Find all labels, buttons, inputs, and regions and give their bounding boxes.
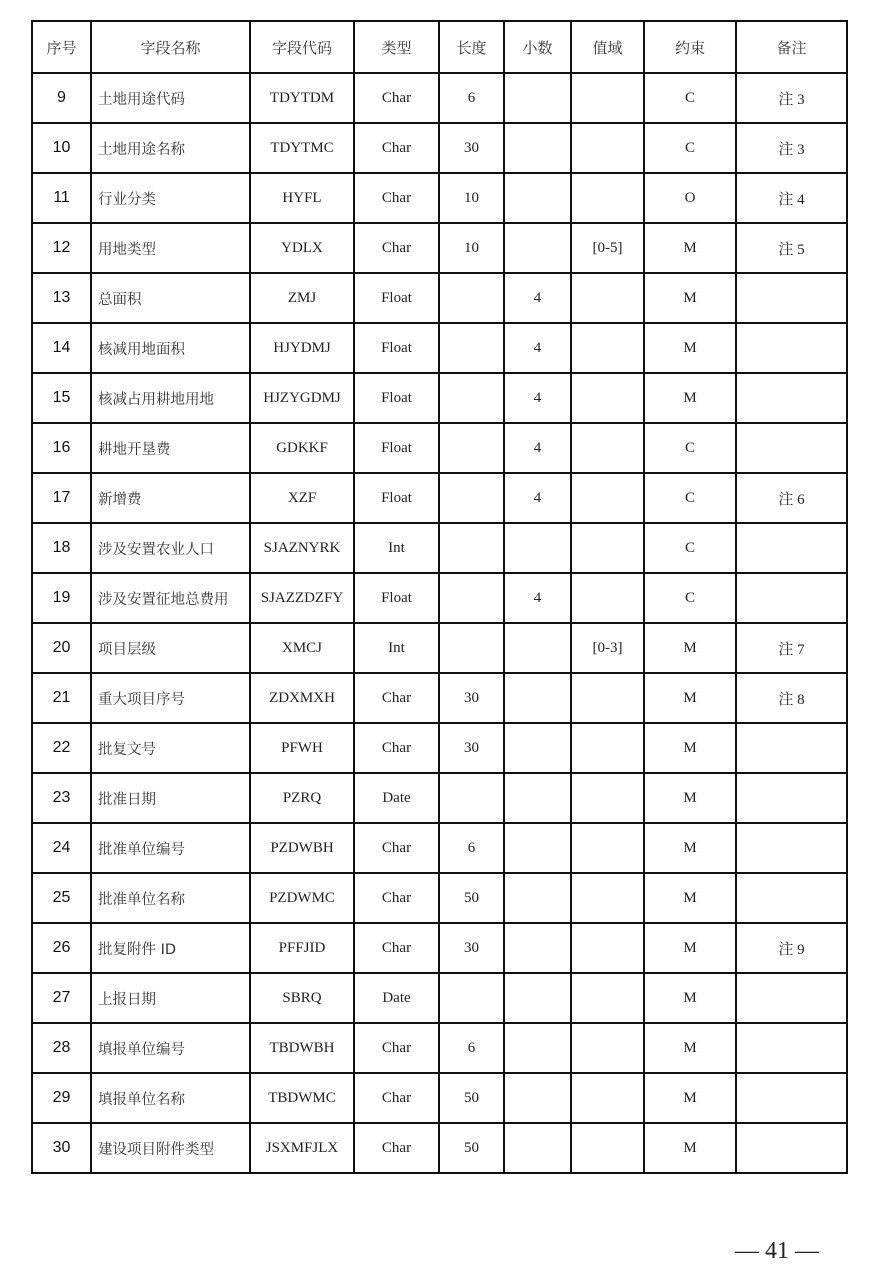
cell-value-range xyxy=(571,523,644,573)
cell-value-range xyxy=(571,373,644,423)
table-row xyxy=(32,1073,847,1123)
cell-index: 19 xyxy=(32,573,91,623)
cell-length xyxy=(439,273,504,323)
cell-length: 6 xyxy=(439,823,504,873)
cell-index: 25 xyxy=(32,873,91,923)
table-row xyxy=(32,1123,847,1173)
cell-length: 6 xyxy=(439,73,504,123)
cell-index: 24 xyxy=(32,823,91,873)
cell-decimal xyxy=(504,1123,571,1173)
cell-length: 10 xyxy=(439,173,504,223)
cell-value-range xyxy=(571,923,644,973)
table-row xyxy=(32,73,847,123)
cell-length: 50 xyxy=(439,1073,504,1123)
cell-field-name: 土地用途代码 xyxy=(91,73,250,123)
cell-field-code: TDYTMC xyxy=(250,123,354,173)
cell-field-name: 批复文号 xyxy=(91,723,250,773)
cell-index: 26 xyxy=(32,923,91,973)
table-row xyxy=(32,423,847,473)
cell-type: Char xyxy=(354,1023,439,1073)
cell-remark xyxy=(736,773,847,823)
cell-decimal xyxy=(504,173,571,223)
cell-constraint: M xyxy=(644,973,736,1023)
cell-decimal xyxy=(504,973,571,1023)
table-row xyxy=(32,223,847,273)
cell-value-range xyxy=(571,123,644,173)
cell-decimal: 4 xyxy=(504,473,571,523)
cell-field-code: SJAZZDZFY xyxy=(250,573,354,623)
cell-field-code: XMCJ xyxy=(250,623,354,673)
cell-value-range xyxy=(571,773,644,823)
cell-index: 29 xyxy=(32,1073,91,1123)
cell-value-range xyxy=(571,1123,644,1173)
cell-type: Date xyxy=(354,973,439,1023)
cell-decimal: 4 xyxy=(504,423,571,473)
cell-type: Char xyxy=(354,823,439,873)
cell-type: Char xyxy=(354,1123,439,1173)
cell-field-name: 土地用途名称 xyxy=(91,123,250,173)
cell-index: 18 xyxy=(32,523,91,573)
cell-decimal xyxy=(504,673,571,723)
cell-type: Float xyxy=(354,273,439,323)
table-row xyxy=(32,523,847,573)
cell-field-name: 填报单位编号 xyxy=(91,1023,250,1073)
table-body xyxy=(32,73,847,1173)
cell-type: Char xyxy=(354,73,439,123)
cell-index: 12 xyxy=(32,223,91,273)
cell-type: Char xyxy=(354,723,439,773)
table-row xyxy=(32,173,847,223)
cell-value-range xyxy=(571,1023,644,1073)
table-row xyxy=(32,673,847,723)
header-value-range: 值域 xyxy=(571,21,644,73)
cell-decimal: 4 xyxy=(504,573,571,623)
cell-value-range xyxy=(571,1073,644,1123)
cell-type: Char xyxy=(354,673,439,723)
cell-length xyxy=(439,773,504,823)
cell-decimal: 4 xyxy=(504,323,571,373)
cell-constraint: M xyxy=(644,1023,736,1073)
cell-length xyxy=(439,623,504,673)
cell-constraint: M xyxy=(644,223,736,273)
header-remark: 备注 xyxy=(736,21,847,73)
cell-value-range xyxy=(571,273,644,323)
cell-remark xyxy=(736,723,847,773)
cell-length xyxy=(439,373,504,423)
cell-field-name: 涉及安置农业人口 xyxy=(91,523,250,573)
cell-type: Float xyxy=(354,373,439,423)
cell-type: Int xyxy=(354,523,439,573)
cell-remark xyxy=(736,873,847,923)
cell-field-name: 涉及安置征地总费用 xyxy=(91,573,250,623)
cell-length xyxy=(439,573,504,623)
cell-type: Float xyxy=(354,573,439,623)
cell-decimal xyxy=(504,123,571,173)
cell-field-name: 耕地开垦费 xyxy=(91,423,250,473)
cell-field-code: PZDWMC xyxy=(250,873,354,923)
cell-remark xyxy=(736,823,847,873)
cell-type: Char xyxy=(354,923,439,973)
cell-field-code: HJYDMJ xyxy=(250,323,354,373)
cell-length: 6 xyxy=(439,1023,504,1073)
cell-index: 17 xyxy=(32,473,91,523)
cell-length: 30 xyxy=(439,673,504,723)
cell-constraint: C xyxy=(644,73,736,123)
table-row xyxy=(32,573,847,623)
table-row xyxy=(32,123,847,173)
cell-length: 30 xyxy=(439,923,504,973)
cell-remark xyxy=(736,973,847,1023)
table-row xyxy=(32,973,847,1023)
cell-value-range xyxy=(571,573,644,623)
cell-constraint: M xyxy=(644,1123,736,1173)
cell-length: 30 xyxy=(439,723,504,773)
cell-decimal xyxy=(504,1023,571,1073)
cell-value-range xyxy=(571,823,644,873)
table-row xyxy=(32,373,847,423)
cell-decimal xyxy=(504,723,571,773)
table-row xyxy=(32,273,847,323)
cell-length xyxy=(439,973,504,1023)
cell-remark: 注 8 xyxy=(736,673,847,723)
cell-value-range xyxy=(571,673,644,723)
cell-constraint: M xyxy=(644,923,736,973)
cell-type: Char xyxy=(354,123,439,173)
cell-field-code: JSXMFJLX xyxy=(250,1123,354,1173)
cell-field-name: 批准单位名称 xyxy=(91,873,250,923)
cell-index: 23 xyxy=(32,773,91,823)
table-row xyxy=(32,473,847,523)
cell-index: 14 xyxy=(32,323,91,373)
cell-index: 10 xyxy=(32,123,91,173)
cell-field-code: SJAZNYRK xyxy=(250,523,354,573)
cell-value-range xyxy=(571,473,644,523)
cell-decimal xyxy=(504,223,571,273)
cell-decimal xyxy=(504,73,571,123)
cell-remark: 注 3 xyxy=(736,123,847,173)
cell-constraint: M xyxy=(644,623,736,673)
cell-field-name: 新增费 xyxy=(91,473,250,523)
cell-constraint: M xyxy=(644,773,736,823)
cell-decimal: 4 xyxy=(504,373,571,423)
cell-remark: 注 3 xyxy=(736,73,847,123)
cell-constraint: M xyxy=(644,823,736,873)
cell-remark xyxy=(736,1023,847,1073)
cell-type: Char xyxy=(354,223,439,273)
cell-remark: 注 6 xyxy=(736,473,847,523)
table-header-row xyxy=(32,21,847,73)
header-index: 序号 xyxy=(32,21,91,73)
cell-field-name: 核减用地面积 xyxy=(91,323,250,373)
cell-index: 27 xyxy=(32,973,91,1023)
cell-field-code: YDLX xyxy=(250,223,354,273)
cell-constraint: C xyxy=(644,423,736,473)
cell-value-range xyxy=(571,323,644,373)
cell-index: 15 xyxy=(32,373,91,423)
cell-field-code: TBDWBH xyxy=(250,1023,354,1073)
cell-field-code: ZDXMXH xyxy=(250,673,354,723)
cell-constraint: M xyxy=(644,1073,736,1123)
cell-constraint: C xyxy=(644,123,736,173)
cell-constraint: C xyxy=(644,573,736,623)
cell-constraint: M xyxy=(644,873,736,923)
cell-field-code: XZF xyxy=(250,473,354,523)
cell-field-code: HYFL xyxy=(250,173,354,223)
cell-remark xyxy=(736,1123,847,1173)
cell-length xyxy=(439,523,504,573)
cell-field-name: 填报单位名称 xyxy=(91,1073,250,1123)
header-field-name: 字段名称 xyxy=(91,21,250,73)
cell-constraint: M xyxy=(644,273,736,323)
cell-index: 16 xyxy=(32,423,91,473)
cell-index: 9 xyxy=(32,73,91,123)
cell-index: 13 xyxy=(32,273,91,323)
cell-decimal xyxy=(504,1073,571,1123)
cell-value-range xyxy=(571,723,644,773)
cell-field-code: ZMJ xyxy=(250,273,354,323)
cell-remark xyxy=(736,423,847,473)
cell-constraint: M xyxy=(644,323,736,373)
cell-value-range xyxy=(571,173,644,223)
cell-type: Char xyxy=(354,173,439,223)
table-row xyxy=(32,1023,847,1073)
cell-decimal xyxy=(504,823,571,873)
cell-field-code: PFFJID xyxy=(250,923,354,973)
cell-field-name: 批复附件 ID xyxy=(91,923,250,973)
cell-decimal: 4 xyxy=(504,273,571,323)
cell-type: Float xyxy=(354,323,439,373)
cell-index: 20 xyxy=(32,623,91,673)
cell-field-name: 行业分类 xyxy=(91,173,250,223)
page-number: — 41 — xyxy=(735,1238,819,1264)
table-row xyxy=(32,773,847,823)
cell-field-code: PFWH xyxy=(250,723,354,773)
cell-field-name: 总面积 xyxy=(91,273,250,323)
header-decimal: 小数 xyxy=(504,21,571,73)
cell-remark: 注 7 xyxy=(736,623,847,673)
cell-field-name: 批准单位编号 xyxy=(91,823,250,873)
cell-value-range: [0-3] xyxy=(571,623,644,673)
table-row xyxy=(32,923,847,973)
cell-remark: 注 4 xyxy=(736,173,847,223)
cell-value-range xyxy=(571,973,644,1023)
table-row xyxy=(32,323,847,373)
cell-type: Date xyxy=(354,773,439,823)
header-constraint: 约束 xyxy=(644,21,736,73)
cell-value-range xyxy=(571,873,644,923)
cell-type: Float xyxy=(354,423,439,473)
cell-length xyxy=(439,323,504,373)
cell-field-code: TDYTDM xyxy=(250,73,354,123)
cell-remark xyxy=(736,373,847,423)
field-definition-table xyxy=(31,20,848,1174)
cell-length xyxy=(439,473,504,523)
cell-remark xyxy=(736,573,847,623)
cell-remark xyxy=(736,523,847,573)
cell-field-code: HJZYGDMJ xyxy=(250,373,354,423)
cell-index: 28 xyxy=(32,1023,91,1073)
cell-index: 30 xyxy=(32,1123,91,1173)
cell-field-name: 项目层级 xyxy=(91,623,250,673)
cell-type: Int xyxy=(354,623,439,673)
cell-value-range xyxy=(571,73,644,123)
cell-field-code: GDKKF xyxy=(250,423,354,473)
cell-type: Char xyxy=(354,1073,439,1123)
cell-decimal xyxy=(504,873,571,923)
cell-constraint: C xyxy=(644,523,736,573)
cell-type: Char xyxy=(354,873,439,923)
cell-length: 50 xyxy=(439,1123,504,1173)
cell-field-name: 建设项目附件类型 xyxy=(91,1123,250,1173)
cell-remark xyxy=(736,273,847,323)
cell-index: 21 xyxy=(32,673,91,723)
header-type: 类型 xyxy=(354,21,439,73)
cell-remark xyxy=(736,1073,847,1123)
cell-remark: 注 5 xyxy=(736,223,847,273)
table-row xyxy=(32,623,847,673)
cell-decimal xyxy=(504,773,571,823)
cell-constraint: C xyxy=(644,473,736,523)
cell-constraint: M xyxy=(644,673,736,723)
cell-value-range: [0-5] xyxy=(571,223,644,273)
cell-type: Float xyxy=(354,473,439,523)
cell-field-name: 用地类型 xyxy=(91,223,250,273)
cell-length: 30 xyxy=(439,123,504,173)
table-row xyxy=(32,873,847,923)
cell-index: 11 xyxy=(32,173,91,223)
cell-decimal xyxy=(504,623,571,673)
cell-remark xyxy=(736,323,847,373)
cell-field-code: TBDWMC xyxy=(250,1073,354,1123)
cell-field-name: 重大项目序号 xyxy=(91,673,250,723)
cell-constraint: O xyxy=(644,173,736,223)
cell-constraint: M xyxy=(644,373,736,423)
header-length: 长度 xyxy=(439,21,504,73)
cell-length: 10 xyxy=(439,223,504,273)
cell-decimal xyxy=(504,523,571,573)
cell-length: 50 xyxy=(439,873,504,923)
table-row xyxy=(32,723,847,773)
cell-field-name: 上报日期 xyxy=(91,973,250,1023)
cell-value-range xyxy=(571,423,644,473)
cell-field-code: PZDWBH xyxy=(250,823,354,873)
cell-field-name: 核减占用耕地用地 xyxy=(91,373,250,423)
cell-decimal xyxy=(504,923,571,973)
cell-field-code: PZRQ xyxy=(250,773,354,823)
cell-constraint: M xyxy=(644,723,736,773)
cell-remark: 注 9 xyxy=(736,923,847,973)
header-field-code: 字段代码 xyxy=(250,21,354,73)
cell-index: 22 xyxy=(32,723,91,773)
cell-field-name: 批准日期 xyxy=(91,773,250,823)
cell-length xyxy=(439,423,504,473)
cell-field-code: SBRQ xyxy=(250,973,354,1023)
table-row xyxy=(32,823,847,873)
